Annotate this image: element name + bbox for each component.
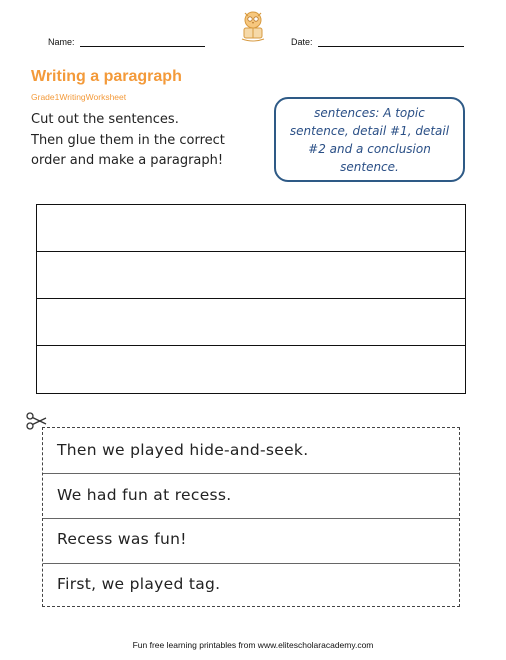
instructions	[31, 110, 225, 172]
paste-row[interactable]	[37, 252, 465, 299]
footer-text: Fun free learning printables from www.elitescholaracademy.com	[132, 640, 374, 650]
sentence-strip[interactable]	[43, 562, 459, 607]
name-field[interactable]	[80, 46, 205, 47]
sentence-strip[interactable]	[43, 517, 459, 562]
cut-line	[43, 473, 459, 474]
cutout-sentences	[42, 427, 460, 607]
cut-line	[43, 563, 459, 564]
sentence-text: Recess was fun!	[57, 530, 187, 549]
paste-row[interactable]	[37, 299, 465, 346]
paste-area	[36, 204, 466, 394]
instruction-line: Then glue them in the correct	[31, 132, 225, 148]
name-label: Name:	[48, 37, 75, 47]
date-label: Date:	[291, 37, 313, 47]
worksheet-title: Writing a paragraph	[31, 68, 182, 85]
sentence-strip[interactable]	[43, 473, 459, 518]
paste-row[interactable]	[37, 205, 465, 252]
sentence-text: We had fun at recess.	[57, 485, 232, 504]
date-field[interactable]	[318, 46, 464, 47]
hint-text: sentences: A topic sentence, detail #1, detail #2 and a conclusion sentence.	[289, 105, 450, 174]
worksheet-subtitle: Grade1WritingWorksheet	[31, 92, 127, 102]
sentence-text: Then we played hide-and-seek.	[57, 441, 309, 460]
instruction-line: order and make a paragraph!	[31, 153, 224, 168]
paste-row[interactable]	[37, 346, 465, 393]
instruction-line: Cut out the sentences.	[31, 112, 179, 127]
hint-box	[274, 97, 465, 182]
owl-logo-icon	[238, 10, 268, 42]
sentence-strip[interactable]	[43, 428, 459, 473]
sentence-text: First, we played tag.	[57, 574, 221, 593]
cut-line	[43, 518, 459, 519]
